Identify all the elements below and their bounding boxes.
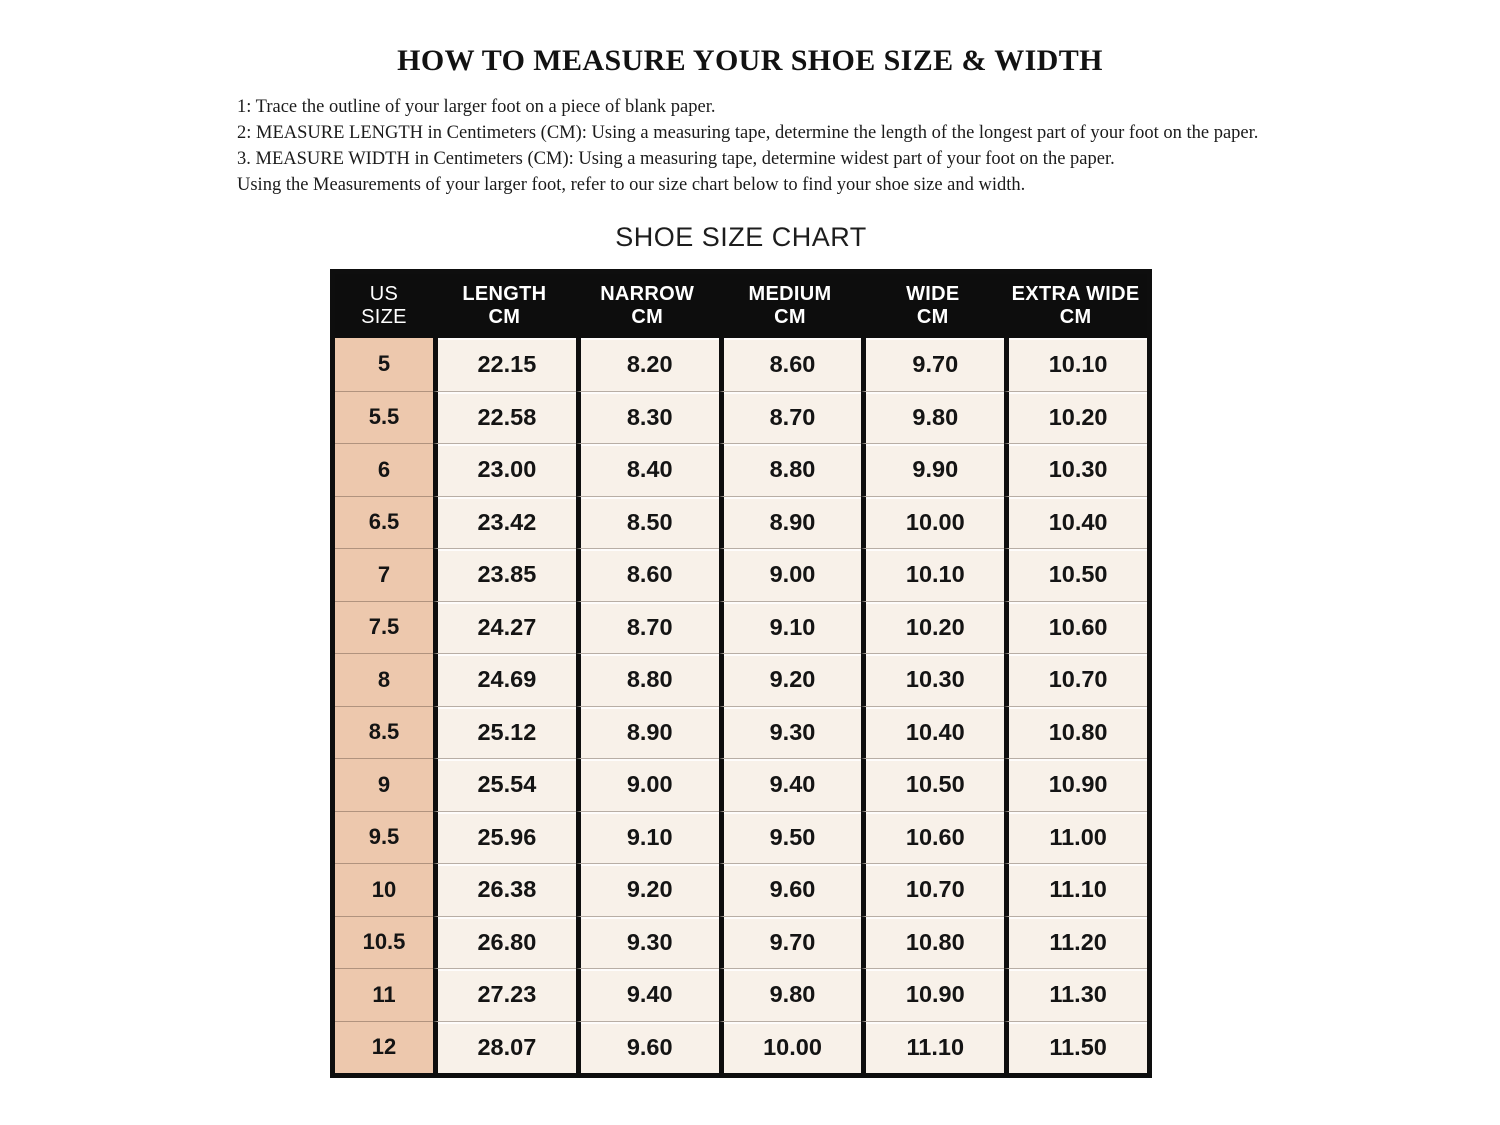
measurement-cell: 10.30 xyxy=(1004,443,1147,496)
measurement-cell: 9.80 xyxy=(861,391,1004,444)
measurement-cell: 10.20 xyxy=(1004,391,1147,444)
measurement-cell: 11.30 xyxy=(1004,968,1147,1021)
measurement-cell: 10.90 xyxy=(1004,758,1147,811)
measurement-cell: 25.12 xyxy=(433,706,576,759)
measurement-cell: 10.20 xyxy=(861,601,1004,654)
measurement-cell: 26.38 xyxy=(433,863,576,916)
measurement-cell: 8.90 xyxy=(719,496,862,549)
instruction-step-1: 1: Trace the outline of your larger foot on a piece of blank paper. xyxy=(237,97,716,117)
measurement-cell: 11.50 xyxy=(1004,1021,1147,1074)
measurement-cell: 9.00 xyxy=(576,758,719,811)
table-row xyxy=(335,548,1147,601)
table-row xyxy=(335,601,1147,654)
us-size-cell: 6.5 xyxy=(335,496,433,549)
header-line: CM xyxy=(488,306,521,328)
measurement-cell: 10.40 xyxy=(861,706,1004,759)
shoe-size-table xyxy=(330,269,1152,1078)
measurement-cell: 24.69 xyxy=(433,653,576,706)
measurement-cell: 10.80 xyxy=(1004,706,1147,759)
instruction-summary: Using the Measurements of your larger foot, refer to our size chart below to find your shoe size and width. xyxy=(237,175,1026,195)
table-row xyxy=(335,968,1147,1021)
table-row xyxy=(335,916,1147,969)
us-size-cell: 7 xyxy=(335,548,433,601)
measurement-cell: 23.85 xyxy=(433,548,576,601)
measurement-cell: 9.00 xyxy=(719,548,862,601)
header-line: CM xyxy=(774,306,806,328)
measurement-cell: 8.50 xyxy=(576,496,719,549)
measurement-cell: 9.80 xyxy=(719,968,862,1021)
measurement-cell: 10.00 xyxy=(719,1021,862,1074)
header-line: LENGTH xyxy=(462,283,547,305)
measurement-cell: 9.20 xyxy=(719,653,862,706)
header-line: CM xyxy=(1059,306,1092,328)
measurement-cell: 8.70 xyxy=(719,391,862,444)
measurement-cell: 10.60 xyxy=(861,811,1004,864)
us-size-cell: 6 xyxy=(335,443,433,496)
measurement-cell: 8.20 xyxy=(576,338,719,391)
measurement-cell: 9.90 xyxy=(861,443,1004,496)
instruction-step-2: 2: MEASURE LENGTH in Centimeters (CM): Using a measuring tape, determine the length of the longest part of your foot on the paper. xyxy=(237,123,1259,143)
table-row xyxy=(335,338,1147,391)
us-size-cell: 10.5 xyxy=(335,916,433,969)
measurement-cell: 9.70 xyxy=(719,916,862,969)
header-line: CM xyxy=(916,306,949,328)
measurement-cell: 9.30 xyxy=(576,916,719,969)
measurement-cell: 10.10 xyxy=(861,548,1004,601)
header-wide-cm xyxy=(861,274,1004,338)
table-body xyxy=(335,338,1147,1073)
measurement-cell: 8.90 xyxy=(576,706,719,759)
measurement-cell: 9.40 xyxy=(576,968,719,1021)
measurement-cell: 9.10 xyxy=(576,811,719,864)
instructions-block xyxy=(237,94,1272,198)
instruction-step-3: 3. MEASURE WIDTH in Centimeters (CM): Using a measuring tape, determine widest part of your foot on the paper. xyxy=(237,149,1115,169)
header-line: CM xyxy=(631,306,664,328)
measurement-cell: 9.70 xyxy=(861,338,1004,391)
measurement-cell: 25.54 xyxy=(433,758,576,811)
us-size-cell: 7.5 xyxy=(335,601,433,654)
measurement-cell: 11.10 xyxy=(861,1021,1004,1074)
header-line: MEDIUM xyxy=(748,283,832,305)
us-size-cell: 5 xyxy=(335,338,433,391)
measurement-cell: 23.00 xyxy=(433,443,576,496)
us-size-cell: 10 xyxy=(335,863,433,916)
table-row xyxy=(335,863,1147,916)
measurement-cell: 10.40 xyxy=(1004,496,1147,549)
measurement-cell: 10.30 xyxy=(861,653,1004,706)
measurement-cell: 8.70 xyxy=(576,601,719,654)
measurement-cell: 8.60 xyxy=(719,338,862,391)
measurement-cell: 28.07 xyxy=(433,1021,576,1074)
table-row xyxy=(335,443,1147,496)
page-title: HOW TO MEASURE YOUR SHOE SIZE & WIDTH xyxy=(397,44,1103,77)
header-length-cm xyxy=(433,274,576,338)
measurement-cell: 9.20 xyxy=(576,863,719,916)
header-line: WIDE xyxy=(906,283,960,305)
header-us-size xyxy=(335,274,433,338)
measurement-cell: 22.58 xyxy=(433,391,576,444)
measurement-cell: 9.40 xyxy=(719,758,862,811)
chart-title: SHOE SIZE CHART xyxy=(615,222,867,252)
us-size-cell: 5.5 xyxy=(335,391,433,444)
us-size-cell: 8.5 xyxy=(335,706,433,759)
table-row xyxy=(335,391,1147,444)
measurement-cell: 10.70 xyxy=(861,863,1004,916)
measurement-cell: 10.80 xyxy=(861,916,1004,969)
measurement-cell: 9.10 xyxy=(719,601,862,654)
table-row xyxy=(335,1021,1147,1074)
header-narrow-cm xyxy=(576,274,719,338)
measurement-cell: 10.10 xyxy=(1004,338,1147,391)
table-row xyxy=(335,811,1147,864)
measurement-cell: 8.80 xyxy=(719,443,862,496)
measurement-cell: 8.80 xyxy=(576,653,719,706)
header-extra-wide-cm xyxy=(1004,274,1147,338)
measurement-cell: 8.60 xyxy=(576,548,719,601)
us-size-cell: 12 xyxy=(335,1021,433,1074)
measurement-cell: 8.40 xyxy=(576,443,719,496)
measurement-cell: 11.20 xyxy=(1004,916,1147,969)
us-size-cell: 9.5 xyxy=(335,811,433,864)
us-size-cell: 8 xyxy=(335,653,433,706)
header-medium-cm xyxy=(719,274,862,338)
measurement-cell: 10.00 xyxy=(861,496,1004,549)
header-line: NARROW xyxy=(600,283,695,305)
measurement-cell: 11.00 xyxy=(1004,811,1147,864)
measurement-cell: 9.50 xyxy=(719,811,862,864)
measurement-cell: 22.15 xyxy=(433,338,576,391)
header-line: EXTRA WIDE xyxy=(1011,283,1140,305)
measurement-cell: 10.50 xyxy=(1004,548,1147,601)
measurement-cell: 10.90 xyxy=(861,968,1004,1021)
table-row xyxy=(335,496,1147,549)
measurement-cell: 10.70 xyxy=(1004,653,1147,706)
measurement-cell: 25.96 xyxy=(433,811,576,864)
measurement-cell: 11.10 xyxy=(1004,863,1147,916)
measurement-cell: 23.42 xyxy=(433,496,576,549)
measurement-cell: 9.60 xyxy=(719,863,862,916)
table-row xyxy=(335,758,1147,811)
us-size-cell: 9 xyxy=(335,758,433,811)
measurement-cell: 26.80 xyxy=(433,916,576,969)
measurement-cell: 10.50 xyxy=(861,758,1004,811)
table-row xyxy=(335,706,1147,759)
table-header-row xyxy=(335,274,1147,338)
measurement-cell: 9.30 xyxy=(719,706,862,759)
header-line: US xyxy=(369,283,399,305)
measurement-cell: 27.23 xyxy=(433,968,576,1021)
measurement-cell: 10.60 xyxy=(1004,601,1147,654)
table-row xyxy=(335,653,1147,706)
measurement-cell: 9.60 xyxy=(576,1021,719,1074)
measurement-cell: 8.30 xyxy=(576,391,719,444)
us-size-cell: 11 xyxy=(335,968,433,1021)
measurement-cell: 24.27 xyxy=(433,601,576,654)
header-line: SIZE xyxy=(361,306,407,328)
